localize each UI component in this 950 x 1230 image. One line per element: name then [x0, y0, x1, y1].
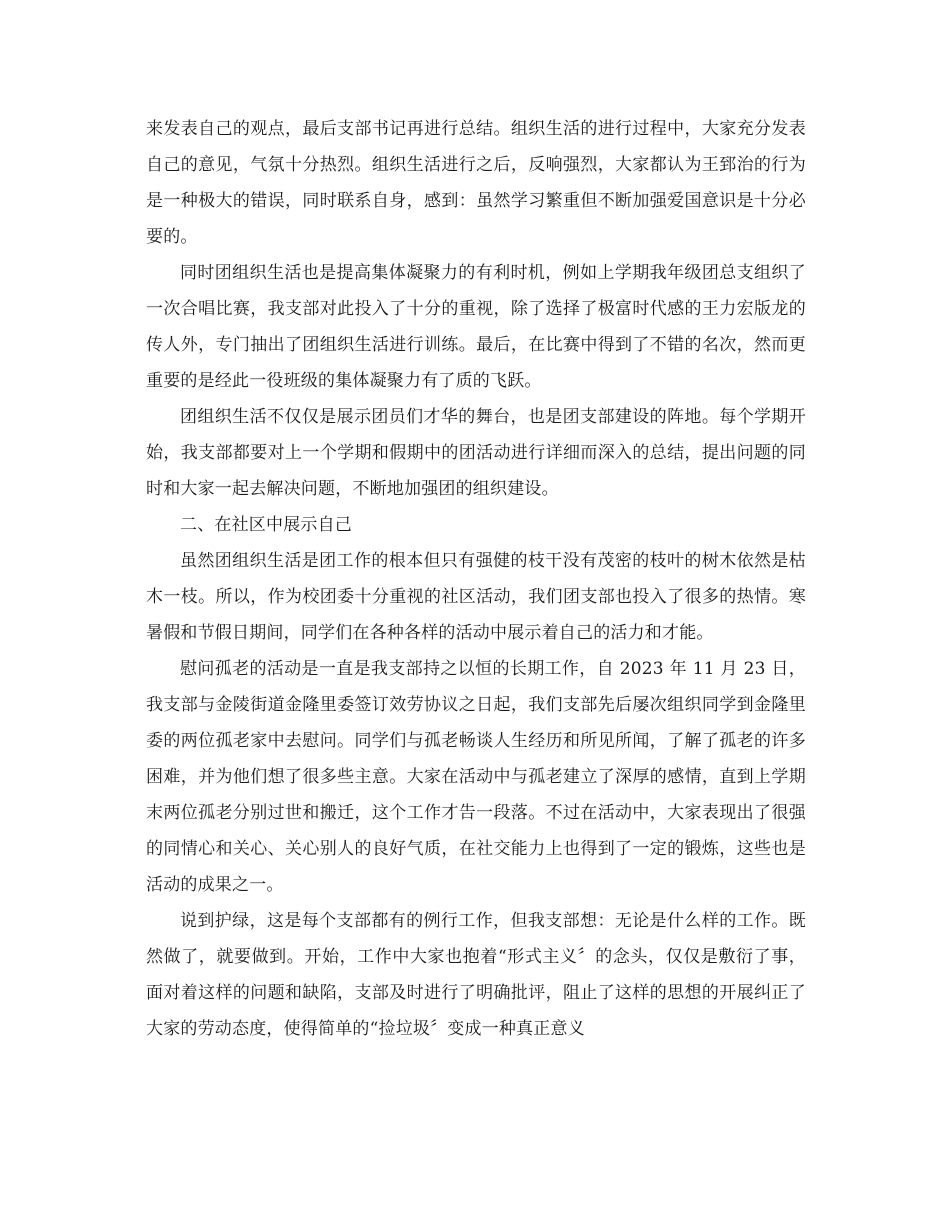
paragraph-continuation: 来发表自己的观点，最后支部书记再进行总结。组织生活的进行过程中，大家充分发表自己的意见，气氛十分热烈。组织生活进行之后，反响强烈，大家都认为王郅治的行为是一种极大的错误，同时联系自身，感到：虽然学习繁重但不断加强爱国意识是十分必要的。 [146, 119, 806, 247]
section-heading-community: 二、在社区中展示自己 [180, 515, 352, 535]
document-body [146, 111, 806, 1047]
paragraph-choir-competition: 同时团组织生活也是提高集体凝聚力的有利时机，例如上学期我年级团总支组织了一次合唱比赛，我支部对此投入了十分的重视，除了选择了极富时代感的王力宏版龙的传人外，专门抽出了团组织生活进行训练。最后，在比赛中得到了不错的名次，然而更重要的是经此一役班级的集体凝聚力有了质的飞跃。 [146, 263, 806, 391]
paragraph-greening-work: 说到护绿，这是每个支部都有的例行工作，但我支部想：无论是什么样的工作。既然做了，就要做到。开始，工作中大家也抱着“形式主义〞的念头，仅仅是敷衍了事，面对着这样的问题和缺陷，支部及时进行了明确批评，阻止了这样的思想的开展纠正了大家的劳动态度，使得简单的“捡垃圾〞变成一种真正意义 [146, 911, 806, 1039]
paragraph-community-activities: 虽然团组织生活是团工作的根本但只有强健的枝干没有茂密的枝叶的树木依然是枯木一枝。所以，作为校团委十分重视的社区活动，我们团支部也投入了很多的热情。寒暑假和节假日期间，同学们在各种各样的活动中展示着自己的活力和才能。 [146, 551, 806, 643]
paragraph-elderly-visits: 慰问孤老的活动是一直是我支部持之以恒的长期工作，自 2023 年 11 月 23 日，我支部与金陵街道金隆里委签订效劳协议之日起，我们支部先后屡次组织同学到金隆里委的两位孤老家中去慰问。同学们与孤老畅谈人生经历和所见所闻，了解了孤老的许多困难，并为他们想了很多些主意。大家在活动中与孤老建立了深厚的感情，直到上学期末两位孤老分别过世和搬迁，这个工作才告一段落。不过在活动中，大家表现出了很强的同情心和关心、关心别人的良好气质，在社交能力上也得到了一定的锻炼，这些也是活动的成果之一。 [146, 659, 806, 895]
paragraph-organization-building: 团组织生活不仅仅是展示团员们才华的舞台，也是团支部建设的阵地。每个学期开始，我支部都要对上一个学期和假期中的团活动进行详细而深入的总结，提出问题的同时和大家一起去解决问题，不断地加强团的组织建设。 [146, 407, 806, 499]
